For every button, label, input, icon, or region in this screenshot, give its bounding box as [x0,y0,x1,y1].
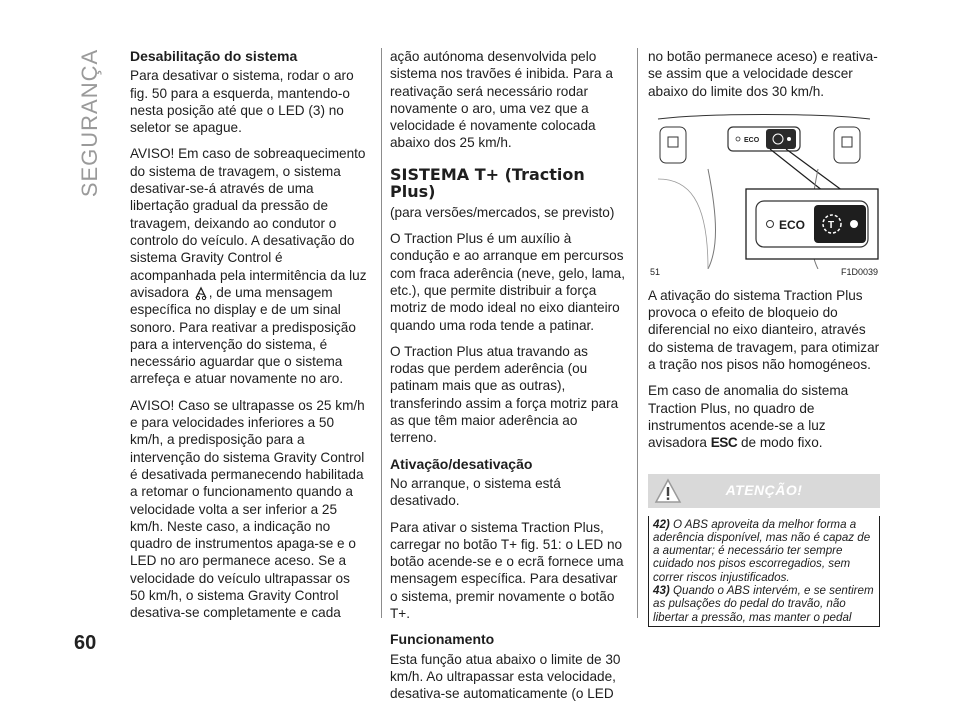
heading-activation: Ativação/desativação [390,455,533,472]
paragraph: (para versões/mercados, se previsto) [390,204,615,220]
esc-indicator-label: ESC [710,435,738,451]
column-divider [381,48,382,618]
note-43 [653,584,875,624]
traction-plus-button [814,205,866,243]
paragraph: No arranque, o sistema está desativado. [390,475,561,509]
text: AVISO! Em caso de sobreaquecimento do sistema de travagem, o sistema desativar-se-á através de uma libertação gradual da pressão de travagem, deixando ao condutor o controlo do veículo. A desativação do sistema Gravity Control é acompanhada pela intermitência da luz avisadora [130,146,367,300]
column-1 [130,48,368,631]
dashboard-switch-illustration [648,109,880,269]
paragraph: A ativação do sistema Traction Plus provoca o efeito de bloqueio do diferencial no eixo dianteiro, através do sistema de travagem, para otimizar a tração nos pisos não homogéneos. [648,287,880,373]
gravity-control-warning-icon [193,285,209,301]
text: de modo fixo. [737,435,823,451]
paragraph: O Traction Plus atua travando as rodas que perdem aderência (ou patinam mais que as outras), transferindo assim a força motriz para as que têm maior aderência ao terreno. [390,343,619,446]
heading-operation: Funcionamento [390,631,495,648]
paragraph-esc-warning [648,382,880,451]
figure-number: 51 [650,266,661,277]
note-number: 42) [653,517,670,531]
paragraph: Esta função atua abaixo o limite de 30 km/h. Ao ultrapassar esta velocidade, desativa-se automaticamente (o LED [390,651,621,702]
paragraph: Para ativar o sistema Traction Plus, carregar no botão T+ fig. 51: o LED no botão acende-se e o ecrã fornece uma mensagem específica. Para desativar o sistema, premir novamente o botão T+. [390,519,624,622]
warning-triangle-icon [654,477,682,505]
note-42 [653,518,875,584]
note-text: Quando o ABS intervém, e se sentirem as pulsações do pedal do travão, não libertar a pressão, mas manter o pedal [653,584,874,624]
warning-title: ATENÇÃO! [725,481,803,498]
warning-header [648,474,880,508]
figure-51 [648,109,880,281]
note-text: O ABS aproveita da melhor forma a aderência disponível, mas não é capaz de a aumentar; é necessário ter sempre cuidado nos pisos escorregadios, sem correr riscos injustificados. [653,517,871,584]
eco-label-large: ECO [779,217,806,232]
paragraph: ação autónoma desenvolvida pelo sistema nos travões é inibida. Para a reativação será necessário rodar novamente o aro, uma vez que a velocidade é novamente colocada abaixo dos 25 km/h. [390,49,613,151]
column-3 [648,48,880,627]
column-divider [637,48,638,618]
section-side-label [70,48,110,198]
paragraph-warning-overheat [130,145,368,387]
section-name: SEGURANÇA [77,48,102,198]
svg-text:T: T [828,219,835,231]
text: , de uma mensagem específica no display e de um sinal sonoro. Para reativar a predisposição para a intervenção do sistema, é necessário aguardar que o sistema arrefeça e atuar novamente no aro. [130,284,356,387]
paragraph: AVISO! Caso se ultrapasse os 25 km/h e para velocidades inferiores a 50 km/h, a predisposição para a intervenção do sistema Gravity Control é desativada permanecendo habilitada a retomar o funcionamento quando a velocidade volta a ser inferior a 25 km/h. Neste caso, a indicação no quadro de instrumentos apaga-se e o LED no aro permanece aceso. Se a velocidade do veículo ultrapassar os 50 km/h, o sistema Gravity Control desativa-se completamente e cada [130,397,365,621]
page-number: 60 [74,632,97,654]
column-2 [390,48,625,712]
paragraph: no botão permanece aceso) e reativa-se assim que a velocidade descer abaixo do limite dos 30 km/h. [648,49,878,99]
text: Em caso de anomalia do sistema Traction Plus, no quadro de instrumentos acende-se a luz avisadora [648,383,849,451]
note-number: 43) [653,584,670,598]
eco-label-small: ECO [744,136,760,144]
section-title-traction-plus: SISTEMA T+ (Traction Plus) [390,164,585,201]
figure-code: F1D0039 [840,266,878,277]
paragraph: O Traction Plus é um auxílio à condução e ao arranque em percursos com fraca aderência (neve, gelo, lama, etc.), que permite distribuir a força motriz de modo ideal no eixo dianteiro quando uma roda tende a patinar. [390,231,625,333]
warning-notes [648,516,880,627]
paragraph: Para desativar o sistema, rodar o aro fig. 50 para a esquerda, mantendo-o nesta posição até que o LED (3) no seletor se apague. [130,68,354,136]
heading-disable-system: Desabilitação do sistema [130,48,298,64]
